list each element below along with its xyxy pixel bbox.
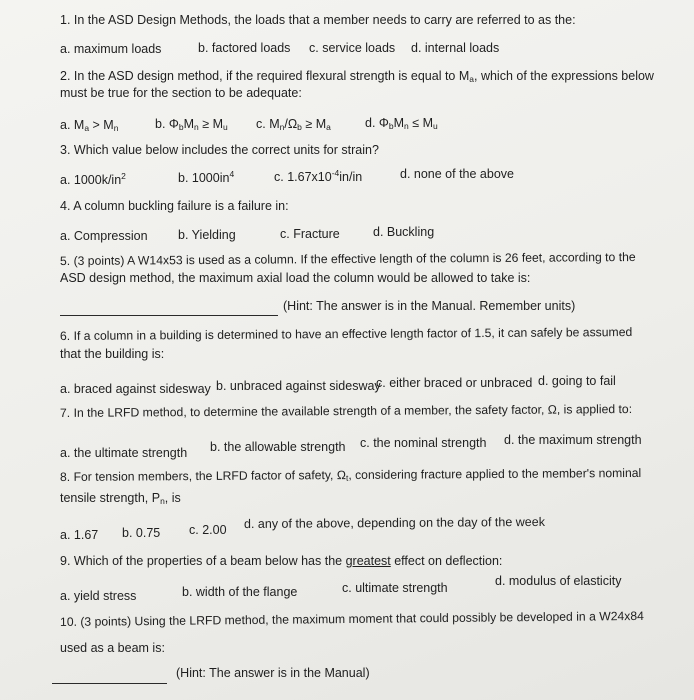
q10-stem-line1: 10. (3 points) Using the LRFD method, the maximum moment that could possibly be developed in a W24x84: [59, 608, 644, 629]
q6-option-a: a. braced against sidesway: [60, 382, 211, 396]
q1-stem: 1. In the ASD Design Methods, the loads that a member needs to carry are referred to as the:: [60, 13, 576, 27]
q7-stem: 7. In the LRFD method, to determine the available strength of a member, the safety factor, Ω, is applied to:: [59, 402, 633, 420]
q4-option-a: a. Compression: [60, 229, 148, 243]
q2-stem-line2: must be true for the section to be adequate:: [60, 86, 302, 100]
q5-stem-line2: ASD design method, the maximum axial load the column would be allowed to take is:: [60, 271, 531, 285]
q4-option-b: b. Yielding: [178, 228, 236, 242]
q7-option-c: c. the nominal strength: [360, 436, 487, 450]
q3-option-b: b. $1000in^4$: [178, 169, 235, 185]
q10-answer-blank[interactable]: [52, 683, 167, 684]
q6-stem-line2: that the building is:: [60, 347, 165, 361]
q4-stem: 4. A column buckling failure is a failure in:: [60, 199, 289, 213]
q4-option-c: c. Fracture: [280, 227, 340, 241]
q4-option-d: d. Buckling: [373, 225, 435, 239]
q9-option-b: b. width of the flange: [182, 585, 298, 599]
q2-option-d: d. $\Phi_bM_n \le M_u$: [365, 116, 438, 131]
q2-stem-line1: 2. In the ASD design method, if the required flexural strength is equal to $M_a$, which of the expressions below: [60, 69, 654, 84]
q8-option-d: d. any of the above, depending on the day of the week: [243, 514, 545, 531]
q6-stem-line1: 6. If a column in a building is determined to have an effective length factor of 1.5, it can safely be assumed: [59, 325, 633, 343]
q1-option-d: d. internal loads: [411, 41, 500, 55]
q10-stem-line2: used as a beam is:: [60, 641, 165, 655]
q5-answer-blank[interactable]: [60, 315, 278, 316]
q6-option-d: d. going to fail: [538, 374, 616, 388]
q10-hint: (Hint: The answer is in the Manual): [176, 666, 370, 680]
q5-hint: (Hint: The answer is in the Manual. Remember units): [283, 299, 576, 313]
q8-option-a: a. 1.67: [60, 528, 99, 542]
q7-option-b: b. the allowable strength: [210, 440, 346, 454]
q1-option-c: c. service loads: [309, 41, 396, 55]
q3-stem: 3. Which value below includes the correct units for strain?: [60, 143, 379, 157]
q7-option-a: a. the ultimate strength: [60, 446, 188, 460]
q9-option-c: c. ultimate strength: [342, 581, 448, 595]
q5-stem-line1: 5. (3 points) A W14x53 is used as a column. If the effective length of the column is 26 feet, according to the: [59, 249, 636, 268]
q8-option-c: c. 2.00: [189, 523, 227, 537]
q2-option-b: b. $\Phi_bM_n \ge M_u$: [155, 117, 228, 132]
q8-option-b: b. 0.75: [122, 526, 161, 540]
q8-stem-line1: 8. For tension members, the LRFD factor of safety, $\Omega_t$, considering fracture applied to the member's nominal: [59, 465, 642, 484]
q6-option-c: c. either braced or unbraced: [376, 376, 533, 390]
q3-option-d: d. none of the above: [400, 167, 514, 181]
q3-option-c: c. $1.67x10^{-4}in/in$: [274, 168, 363, 184]
q9-stem: 9. Which of the properties of a beam below has the greatest effect on deflection:: [60, 554, 503, 568]
q1-option-b: b. factored loads: [198, 41, 291, 55]
q2-option-a: a. $M_a > M_n$: [60, 118, 119, 133]
q9-option-a: a. yield stress: [60, 589, 137, 603]
q6-option-b: b. unbraced against sidesway: [216, 379, 381, 393]
q8-stem-line2: tensile strength, $P_n$, is: [60, 491, 181, 506]
q1-option-a: a. maximum loads: [60, 42, 162, 56]
q9-option-d: d. modulus of elasticity: [495, 574, 622, 588]
q2-option-c: c. $M_n/\Omega_b \ge M_a$: [256, 117, 331, 132]
q3-option-a: a. $1000k/in^2$: [60, 171, 126, 187]
q7-option-d: d. the maximum strength: [504, 433, 642, 447]
